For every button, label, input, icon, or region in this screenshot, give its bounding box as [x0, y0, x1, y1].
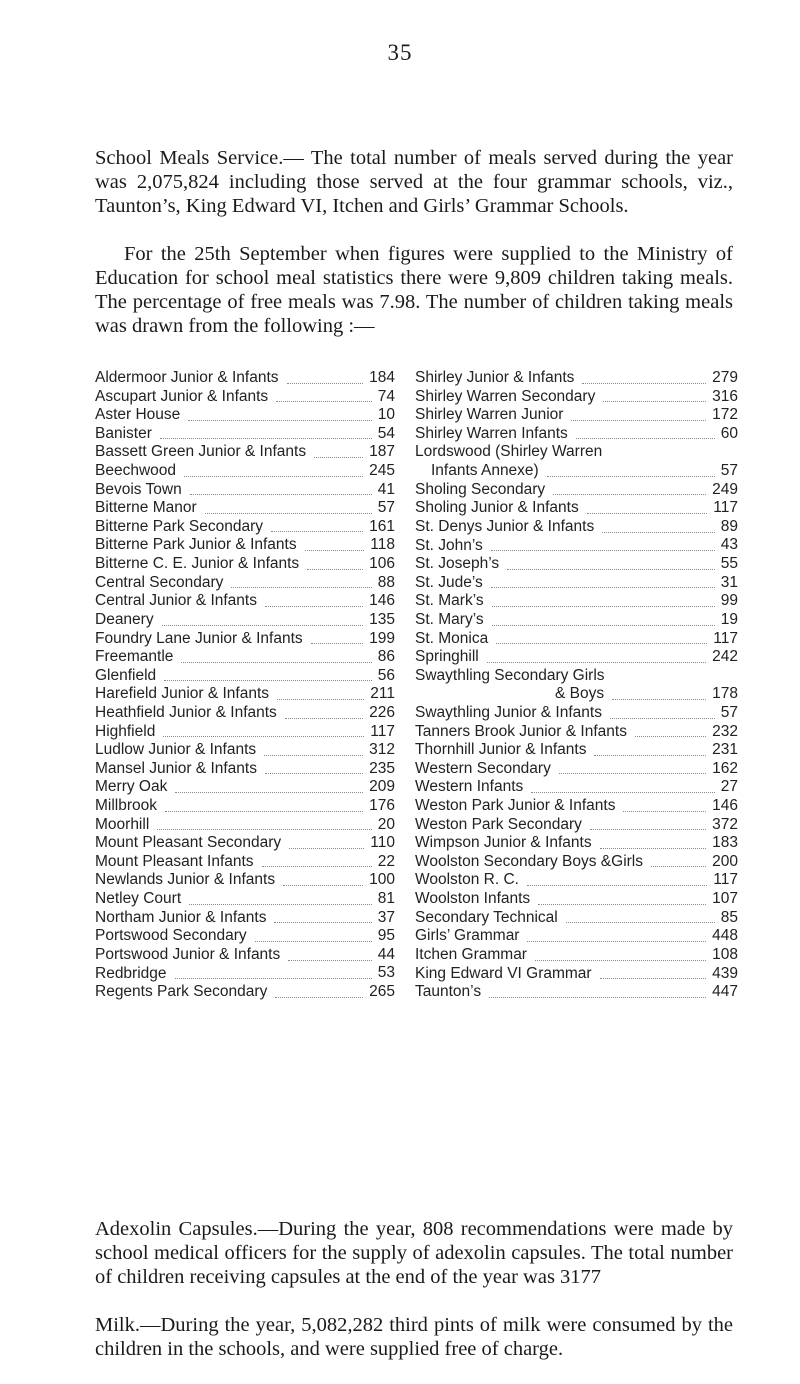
school-row: [95, 965, 395, 984]
dot-leader: [175, 790, 363, 793]
school-row: [415, 443, 738, 480]
school-name: Newlands Junior & Infants: [95, 871, 276, 889]
dot-leader: [275, 995, 363, 998]
school-row: [415, 816, 738, 835]
dot-leader: [305, 548, 364, 551]
school-name: Bitterne Park Junior & Infants: [95, 536, 297, 554]
school-row: [415, 518, 738, 537]
dot-leader: [590, 827, 706, 830]
school-name: Girls’ Grammar: [415, 927, 520, 945]
dot-leader: [231, 585, 372, 588]
meal-count: 439: [712, 964, 738, 982]
school-name: Tanners Brook Junior & Infants: [415, 722, 627, 740]
school-row: [415, 834, 738, 853]
school-name-continued: Infants Annexe): [431, 462, 539, 480]
meal-count: 447: [712, 983, 738, 1001]
school-name: Weston Park Secondary: [415, 815, 582, 833]
school-row: [415, 481, 738, 500]
schools-list-left: [95, 369, 395, 1002]
dot-leader: [307, 567, 363, 570]
school-name: Shirley Warren Secondary: [415, 387, 596, 405]
dot-leader: [190, 492, 372, 495]
dot-leader: [594, 753, 706, 756]
school-row: [415, 853, 738, 872]
dot-leader: [602, 530, 715, 533]
dot-leader: [651, 864, 706, 867]
school-row: [415, 406, 738, 425]
school-name: Thornhill Junior & Infants: [415, 741, 587, 759]
school-name: Sholing Secondary: [415, 480, 546, 498]
dot-leader: [538, 902, 706, 905]
meal-count: 187: [369, 443, 395, 461]
meal-count: 55: [720, 555, 738, 573]
meal-count: 265: [369, 983, 395, 1001]
dot-leader: [287, 381, 363, 384]
school-name: Swaythling Junior & Infants: [415, 704, 602, 721]
meal-count: 242: [712, 648, 738, 666]
school-name: Woolston R. C.: [415, 871, 519, 889]
school-name: Bassett Green Junior & Infants: [95, 443, 307, 461]
dot-leader: [262, 864, 372, 867]
school-row: [415, 760, 738, 779]
dot-leader: [610, 716, 715, 719]
school-row: [95, 574, 395, 593]
dot-leader: [189, 902, 372, 905]
meal-count: 56: [377, 666, 395, 684]
adexolin-text: —During the year, 808 recommendations were made by school medical officers for the supply of adexolin capsules. The total number of children receiving capsules at the end of the year was 3177: [95, 1218, 733, 1288]
school-name: St. Jude’s: [415, 573, 483, 591]
school-row: [95, 871, 395, 890]
school-name: Sholing Junior & Infants: [415, 499, 579, 517]
school-row: [95, 425, 395, 444]
dot-leader: [164, 678, 372, 681]
school-row: [95, 704, 395, 723]
dot-leader: [255, 939, 372, 942]
meal-count: 107: [712, 890, 738, 908]
school-row: [415, 648, 738, 667]
dot-leader: [531, 790, 715, 793]
milk-text: —During the year, 5,082,282 third pints of milk were consumed by the children in the schools, and were supplied free of charge.: [95, 1314, 733, 1360]
meal-count: 146: [369, 592, 395, 610]
meal-count: 176: [369, 797, 395, 814]
dot-leader: [265, 604, 363, 607]
meal-count: 54: [377, 424, 395, 442]
meal-count: 43: [720, 536, 738, 554]
school-meals-heading: School Meals Service.: [95, 147, 284, 169]
school-row: [415, 611, 738, 630]
meal-count: 41: [377, 480, 395, 498]
dot-leader: [492, 623, 715, 626]
dot-leader: [285, 716, 363, 719]
meal-statistics-paragraph: For the 25th September when figures were supplied to the Ministry of Education for school meal statistics there were 9,809 children taking meals. The percentage of free meals was 7.98. The number of children taking meals was drawn from the following :—: [95, 243, 733, 337]
meal-count: 31: [720, 573, 738, 591]
school-row: [415, 741, 738, 760]
school-name: Woolston Infants: [415, 890, 531, 908]
school-name: Mount Pleasant Infants: [95, 852, 254, 870]
school-row: [95, 723, 395, 742]
dot-leader: [559, 771, 706, 774]
dot-leader: [157, 827, 372, 830]
dot-leader: [289, 846, 364, 849]
school-row: [95, 611, 395, 630]
school-row: [95, 685, 395, 704]
dot-leader: [623, 809, 706, 812]
dot-leader: [600, 976, 706, 979]
meal-count: 161: [369, 517, 395, 535]
school-name: Shirley Warren Infants: [415, 424, 568, 442]
meal-count: 245: [369, 462, 395, 480]
meal-count: 372: [712, 815, 738, 833]
dot-leader: [271, 529, 363, 532]
school-row: [415, 890, 738, 909]
school-row: [415, 630, 738, 649]
meal-count: 53: [377, 964, 395, 982]
dot-leader: [314, 455, 363, 458]
meal-count: 44: [377, 945, 395, 963]
school-row: [95, 890, 395, 909]
school-row: [95, 518, 395, 537]
school-row: [415, 778, 738, 797]
dot-leader: [527, 883, 707, 886]
school-name: Beechwood: [95, 462, 177, 480]
dot-leader: [527, 939, 706, 942]
school-name: Foundry Lane Junior & Infants: [95, 629, 303, 647]
school-row: [95, 927, 395, 946]
meal-count: 231: [712, 741, 738, 759]
school-row: [415, 946, 738, 965]
school-row: [95, 499, 395, 518]
dot-leader: [587, 511, 707, 514]
school-name: Mount Pleasant Secondary: [95, 834, 282, 852]
school-row: [415, 499, 738, 518]
school-name: Lordswood (Shirley Warren: [415, 443, 603, 461]
meal-count: 22: [377, 852, 395, 870]
school-row: [95, 741, 395, 760]
meal-count: 20: [377, 815, 395, 833]
school-name: Bitterne Manor: [95, 499, 197, 517]
school-row: [95, 648, 395, 667]
meal-count: 312: [369, 741, 395, 759]
school-name: Western Secondary: [415, 759, 551, 777]
school-row: [415, 369, 738, 388]
dot-leader: [283, 883, 363, 886]
school-row: [95, 592, 395, 611]
dot-leader: [162, 623, 363, 626]
dot-leader: [553, 492, 706, 495]
school-name: St. Mark’s: [415, 592, 484, 610]
school-name: Redbridge: [95, 964, 167, 982]
dot-leader: [491, 585, 715, 588]
dot-leader: [184, 474, 363, 477]
school-row: [415, 927, 738, 946]
school-row: [95, 406, 395, 425]
dot-leader: [489, 995, 706, 998]
dot-leader: [576, 436, 715, 439]
school-name: Itchen Grammar: [415, 945, 527, 963]
school-name: Shirley Warren Junior: [415, 406, 564, 424]
meal-count: 60: [720, 424, 738, 442]
school-name: Springhill: [415, 648, 479, 666]
meal-count: 162: [712, 759, 738, 777]
meal-count: 108: [712, 945, 738, 963]
school-name: Northam Junior & Infants: [95, 908, 267, 926]
school-row: [95, 797, 395, 816]
school-name: Deanery: [95, 610, 154, 628]
dot-leader: [487, 660, 706, 663]
school-name: Bitterne C. E. Junior & Infants: [95, 555, 300, 573]
school-row: [415, 965, 738, 984]
school-row: [415, 983, 738, 1002]
meal-count: 184: [369, 368, 395, 386]
dot-leader: [163, 734, 364, 737]
meal-count: 183: [712, 834, 738, 852]
school-row: [95, 462, 395, 481]
dot-leader: [612, 697, 706, 700]
dot-leader: [566, 920, 715, 923]
meal-count: 27: [720, 778, 738, 796]
school-name: King Edward VI Grammar: [415, 964, 592, 982]
school-row: [415, 574, 738, 593]
school-name: Highfield: [95, 722, 156, 740]
school-name: Portswood Junior & Infants: [95, 945, 281, 963]
milk-heading: Milk.: [95, 1314, 140, 1336]
school-name: Ludlow Junior & Infants: [95, 741, 257, 759]
school-row: [415, 667, 738, 704]
dot-leader: [496, 641, 707, 644]
school-name: Aster House: [95, 406, 181, 424]
page-number: 35: [387, 40, 413, 65]
meal-count: 200: [712, 852, 738, 870]
school-name: Bitterne Park Secondary: [95, 517, 264, 535]
school-row: [415, 592, 738, 611]
milk-paragraph: [95, 1313, 733, 1361]
dot-leader: [507, 567, 715, 570]
meal-count: 117: [713, 499, 738, 517]
school-meals-text: — The total number of meals served during the year was 2,075,824 including those served at the four grammar schools, viz., Taunton’s, King Edward VI, Itchen and Girls’ Grammar Schools.: [95, 147, 734, 217]
school-row: [415, 388, 738, 407]
meal-count: 199: [369, 629, 395, 647]
dot-leader: [277, 697, 364, 700]
school-name: Merry Oak: [95, 778, 168, 796]
meal-count: 95: [377, 927, 395, 945]
school-name: Millbrook: [95, 797, 158, 815]
school-row: [95, 481, 395, 500]
meal-count: 57: [377, 499, 395, 517]
school-row: [95, 778, 395, 797]
school-name: Portswood Secondary: [95, 927, 247, 945]
school-row: [415, 871, 738, 890]
school-row: [95, 443, 395, 462]
meal-count: 89: [720, 517, 738, 535]
meal-count: 81: [377, 890, 395, 908]
dot-leader: [165, 809, 363, 812]
school-name: Swaythling Secondary Girls: [415, 666, 605, 684]
meal-count: 178: [712, 685, 738, 703]
meal-count: 100: [369, 871, 395, 889]
school-row: [415, 425, 738, 444]
meal-count: 226: [369, 703, 395, 721]
dot-leader: [311, 641, 363, 644]
dot-leader: [175, 976, 372, 979]
school-row: [95, 667, 395, 686]
meal-count: 249: [712, 480, 738, 498]
school-name: Taunton’s: [415, 983, 482, 1001]
school-name: Glenfield: [95, 666, 157, 684]
school-row: [95, 369, 395, 388]
dot-leader: [160, 436, 372, 439]
school-name: Central Secondary: [95, 573, 224, 591]
meal-count: 117: [713, 871, 738, 889]
school-name: Wimpson Junior & Infants: [415, 834, 592, 852]
school-name: St. Monica: [415, 629, 489, 647]
meal-count: 279: [712, 368, 738, 386]
schools-list-right: [415, 369, 738, 1002]
school-row: [95, 909, 395, 928]
school-row: [415, 909, 738, 928]
dot-leader: [600, 846, 706, 849]
meal-count: 448: [712, 927, 738, 945]
meal-count: 118: [370, 536, 395, 554]
school-name: Moorhill: [95, 815, 150, 833]
school-row: [95, 834, 395, 853]
school-row: [95, 816, 395, 835]
school-name: Woolston Secondary Boys &Girls: [415, 852, 644, 870]
meal-count: 86: [377, 648, 395, 666]
school-name: Weston Park Junior & Infants: [415, 797, 616, 815]
dot-leader: [582, 381, 706, 384]
meal-count: 110: [370, 834, 395, 852]
meal-count: 316: [712, 387, 738, 405]
school-row: [95, 983, 395, 1002]
school-name: Banister: [95, 424, 152, 442]
meal-count: 99: [720, 592, 738, 610]
school-row: [415, 555, 738, 574]
meal-count: 19: [720, 610, 738, 628]
dot-leader: [276, 399, 372, 402]
school-row: [415, 723, 738, 742]
meal-count: 135: [369, 610, 395, 628]
dot-leader: [274, 920, 372, 923]
meal-count: 57: [720, 703, 738, 721]
adexolin-heading: Adexolin Capsules.: [95, 1218, 258, 1240]
meal-count: 211: [370, 685, 395, 703]
school-meals-paragraph: [95, 146, 733, 218]
school-name: St. Mary’s: [415, 610, 484, 628]
school-name: Netley Court: [95, 890, 182, 908]
school-name: Heathfield Junior & Infants: [95, 703, 277, 721]
meal-count: 117: [713, 629, 738, 647]
school-name: St. John’s: [415, 536, 483, 554]
school-name: Ascupart Junior & Infants: [95, 387, 269, 405]
school-name-continued: & Boys: [555, 685, 605, 703]
school-name: St. Joseph’s: [415, 555, 500, 573]
meal-count: 57: [720, 462, 738, 480]
meal-count: 74: [377, 387, 395, 405]
meal-count: 146: [712, 797, 738, 815]
school-name: Aldermoor Junior & Infants: [95, 369, 279, 386]
school-name: Mansel Junior & Infants: [95, 759, 257, 777]
meal-count: 10: [377, 406, 395, 424]
meal-count: 209: [369, 778, 395, 796]
dot-leader: [264, 753, 363, 756]
dot-leader: [181, 660, 372, 663]
school-name: St. Denys Junior & Infants: [415, 517, 595, 535]
school-row: [95, 760, 395, 779]
dot-leader: [491, 548, 715, 551]
school-row: [95, 388, 395, 407]
school-name: Secondary Technical: [415, 908, 558, 926]
meal-count: 88: [377, 573, 395, 591]
school-row: [95, 630, 395, 649]
school-row: [95, 555, 395, 574]
school-row: [415, 537, 738, 556]
meal-count: 117: [370, 722, 395, 740]
dot-leader: [188, 418, 372, 421]
dot-leader: [492, 604, 715, 607]
dot-leader: [571, 418, 706, 421]
school-name: Freemantle: [95, 648, 174, 666]
dot-leader: [547, 474, 715, 477]
meal-count: 235: [369, 759, 395, 777]
meal-count: 172: [712, 406, 738, 424]
school-row: [95, 536, 395, 555]
adexolin-paragraph: [95, 1217, 733, 1289]
school-row: [415, 797, 738, 816]
dot-leader: [635, 734, 706, 737]
dot-leader: [535, 958, 706, 961]
school-name: Shirley Junior & Infants: [415, 369, 575, 386]
meal-count: 85: [720, 908, 738, 926]
dot-leader: [288, 958, 372, 961]
school-name: Western Infants: [415, 778, 524, 796]
school-row: [95, 853, 395, 872]
school-name: Regents Park Secondary: [95, 983, 268, 1001]
school-name: Bevois Town: [95, 480, 182, 498]
dot-leader: [265, 771, 363, 774]
school-name: Central Junior & Infants: [95, 592, 257, 610]
dot-leader: [603, 399, 706, 402]
school-name: Harefield Junior & Infants: [95, 685, 270, 703]
meal-count: 232: [712, 722, 738, 740]
school-row: [415, 704, 738, 723]
meal-count: 106: [369, 555, 395, 573]
meal-count: 37: [377, 908, 395, 926]
school-row: [95, 946, 395, 965]
dot-leader: [205, 511, 372, 514]
